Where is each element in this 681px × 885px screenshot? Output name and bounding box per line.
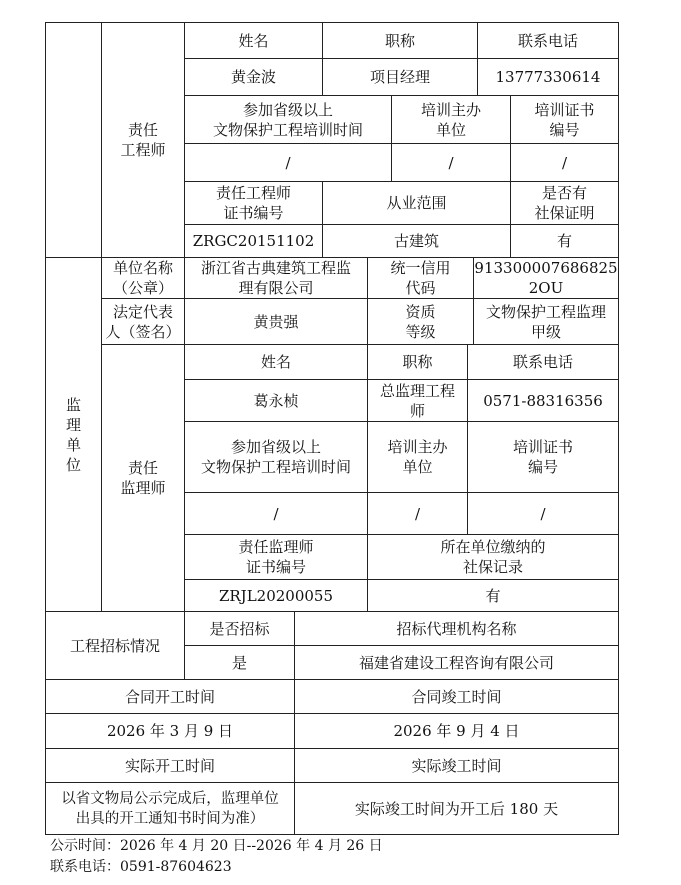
engineer-training-time: / bbox=[184, 143, 392, 182]
engineer-phone-header: 联系电话 bbox=[477, 22, 619, 59]
qualification: 文物保护工程监理 甲级 bbox=[473, 298, 619, 345]
supervisor-title: 总监理工程 师 bbox=[367, 379, 468, 422]
engineer-name: 黄金波 bbox=[184, 58, 323, 96]
engineer-name-header: 姓名 bbox=[184, 22, 323, 59]
supervisor-cert-no-header: 责任监理师 证书编号 bbox=[184, 534, 368, 580]
supervisor-training-organizer-header: 培训主办 单位 bbox=[367, 421, 468, 493]
engineer-cert-no-header: 责任工程师 证书编号 bbox=[184, 181, 323, 225]
supervisor-training-time-header: 参加省级以上 文物保护工程培训时间 bbox=[184, 421, 368, 493]
is-bid-value: 是 bbox=[184, 645, 295, 680]
contract-start-date: 2026 年 3 月 9 日 bbox=[45, 713, 295, 749]
publicity-period: 公示时间：2026 年 4 月 20 日--2026 年 4 月 26 日 bbox=[50, 838, 383, 854]
supervisor-social-header: 所在单位缴纳的 社保记录 bbox=[367, 534, 619, 580]
bid-agency-value: 福建省建设工程咨询有限公司 bbox=[294, 645, 619, 680]
engineer-cert-no: ZRGC20151102 bbox=[184, 224, 323, 258]
actual-start-note: 以省文物局公示完成后，监理单位 出具的开工通知书时间为准） bbox=[45, 782, 295, 835]
engineer-title-header: 职称 bbox=[322, 22, 478, 59]
blank-left-column bbox=[45, 22, 102, 258]
actual-end-note: 实际竣工时间为开工后 180 天 bbox=[294, 782, 619, 835]
actual-end-label: 实际竣工时间 bbox=[294, 748, 619, 783]
engineer-phone: 13777330614 bbox=[477, 58, 619, 96]
engineer-training-organizer-header: 培训主办 单位 bbox=[391, 95, 511, 144]
credit-code-label: 统一信用 代码 bbox=[367, 257, 474, 299]
unit-name-label: 单位名称 （公章） bbox=[101, 257, 185, 299]
supervisor-section-label: 责任 监理师 bbox=[101, 344, 185, 612]
supervisor-training-organizer: / bbox=[367, 492, 468, 535]
contract-end-date: 2026 年 9 月 4 日 bbox=[294, 713, 619, 749]
supervisor-phone-header: 联系电话 bbox=[467, 344, 619, 380]
contract-start-label: 合同开工时间 bbox=[45, 679, 295, 714]
legal-rep: 黄贵强 bbox=[184, 298, 368, 345]
qualification-label: 资质 等级 bbox=[367, 298, 474, 345]
engineer-training-cert: / bbox=[510, 143, 619, 182]
supervisor-training-cert-header: 培训证书 编号 bbox=[467, 421, 619, 493]
engineer-social-header: 是否有 社保证明 bbox=[510, 181, 619, 225]
is-bid-label: 是否招标 bbox=[184, 611, 295, 646]
supervisor-cert-no: ZRJL20200055 bbox=[184, 579, 368, 612]
engineer-section-label: 责任 工程师 bbox=[101, 22, 185, 258]
contract-end-label: 合同竣工时间 bbox=[294, 679, 619, 714]
contact-phone: 联系电话：0591-87604623 bbox=[50, 859, 232, 875]
supervision-unit-label: 监 理 单 位 bbox=[45, 257, 102, 612]
engineer-social: 有 bbox=[510, 224, 619, 258]
credit-code: 913300007686825 2OU bbox=[474, 259, 618, 297]
legal-rep-label: 法定代表 人（签名） bbox=[101, 298, 185, 345]
supervisor-training-cert: / bbox=[467, 492, 619, 535]
engineer-training-cert-header: 培训证书 编号 bbox=[510, 95, 619, 144]
engineer-title: 项目经理 bbox=[322, 58, 478, 96]
actual-start-label: 实际开工时间 bbox=[45, 748, 295, 783]
bid-agency-label: 招标代理机构名称 bbox=[294, 611, 619, 646]
engineer-scope-header: 从业范围 bbox=[322, 181, 511, 225]
engineer-training-time-header: 参加省级以上 文物保护工程培训时间 bbox=[184, 95, 392, 144]
bidding-label: 工程招标情况 bbox=[45, 611, 185, 680]
supervisor-social: 有 bbox=[367, 579, 619, 612]
supervisor-name: 葛永桢 bbox=[184, 379, 368, 422]
supervisor-phone: 0571-88316356 bbox=[467, 379, 619, 422]
unit-name: 浙江省古典建筑工程监 理有限公司 bbox=[184, 257, 368, 299]
engineer-scope: 古建筑 bbox=[322, 224, 511, 258]
supervisor-training-time: / bbox=[184, 492, 368, 535]
engineer-training-organizer: / bbox=[391, 143, 511, 182]
supervisor-title-header: 职称 bbox=[367, 344, 468, 380]
supervisor-name-header: 姓名 bbox=[184, 344, 368, 380]
